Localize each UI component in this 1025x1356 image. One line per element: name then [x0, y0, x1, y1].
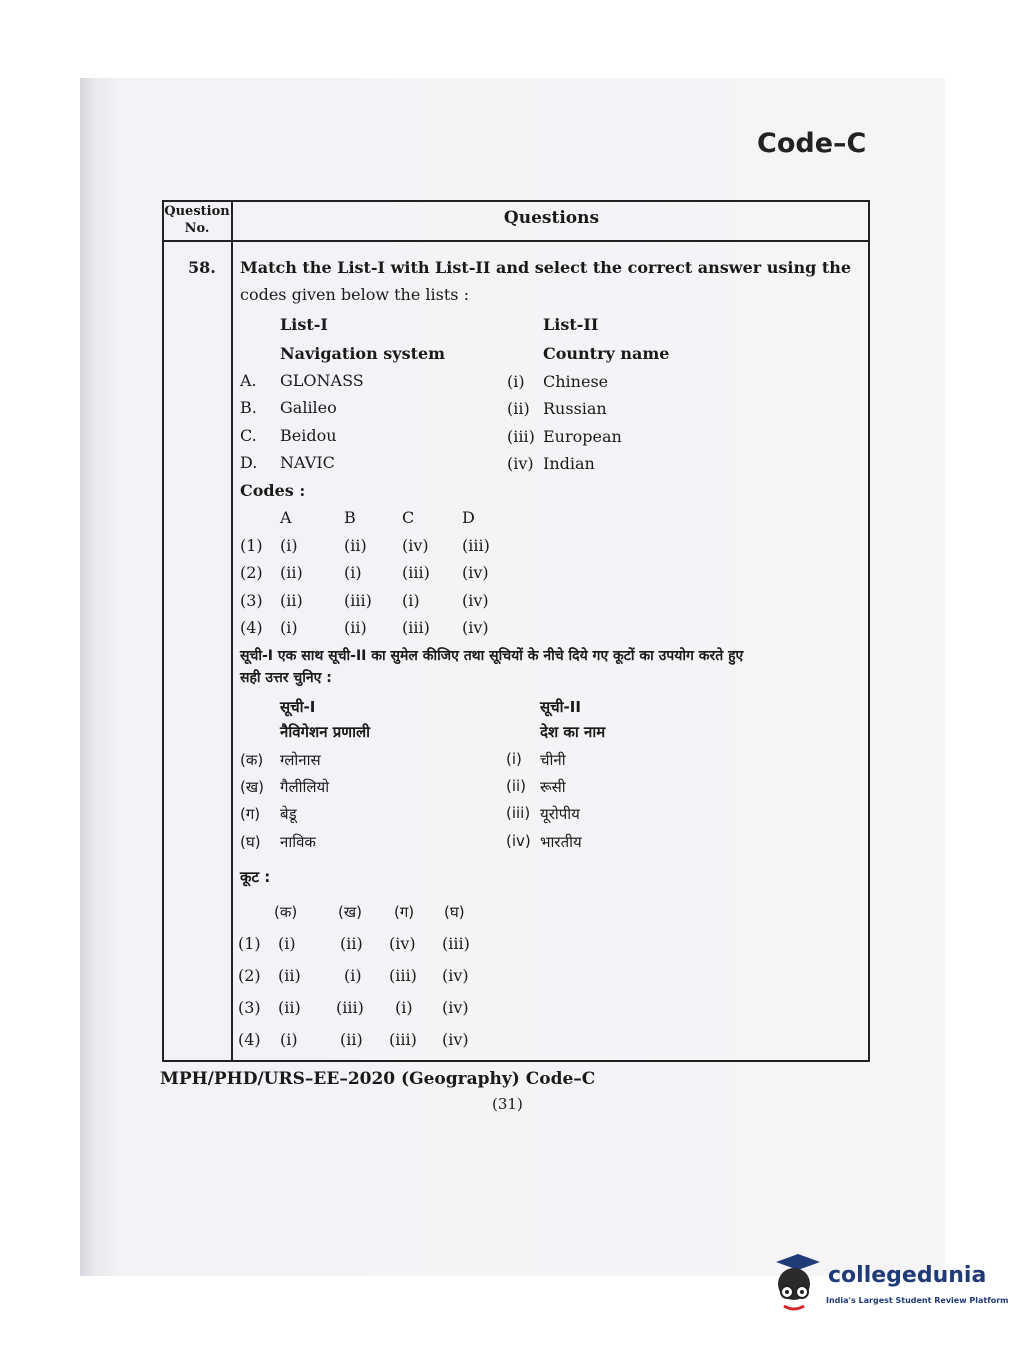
option-value: (i) [280, 536, 298, 555]
hindi-list1-item-key: (क) [240, 751, 264, 769]
option-value: (iii) [402, 563, 430, 582]
code-header: D [462, 508, 475, 527]
hindi-list1-item-key: (ख) [240, 778, 264, 796]
hindi-option-number: (2) [238, 966, 261, 985]
hindi-stem-line1: सूची-I एक साथ सूची-II का सुमेल कीजिए तथा सूचियों के नीचे दिये गए कूटों का उपयोग करते हुए [240, 648, 744, 664]
list2-subtitle: Country name [543, 344, 670, 363]
option-value: (i) [344, 563, 362, 582]
hindi-list1-item-text: ग्लोनास [280, 751, 321, 769]
header-divider [162, 240, 870, 242]
list1-item-key: B. [240, 398, 257, 417]
hindi-option-value: (iii) [389, 966, 417, 985]
logo-name: collegedunia [828, 1263, 987, 1288]
hindi-option-value: (ii) [278, 998, 301, 1017]
codes-label: Codes : [240, 481, 306, 500]
hindi-option-number: (3) [238, 998, 261, 1017]
list2-item-text: Chinese [543, 372, 609, 391]
hindi-option-value: (iii) [389, 1030, 417, 1049]
list1-subtitle: Navigation system [280, 344, 446, 363]
hindi-list2-item-key: (iv) [506, 832, 531, 850]
hindi-option-value: (i) [395, 998, 413, 1017]
hindi-option-value: (iii) [442, 934, 470, 953]
list1-item-text: Galileo [280, 398, 337, 417]
list2-item-key: (i) [507, 372, 525, 391]
hindi-list1-item-text: नाविक [280, 833, 316, 851]
hindi-code-header: (क) [274, 903, 298, 921]
header-questions: Questions [503, 208, 600, 228]
hindi-list1-title: सूची-I [280, 698, 316, 716]
hindi-option-value: (i) [344, 966, 362, 985]
hindi-list2-item-key: (i) [506, 750, 522, 768]
option-number: (3) [240, 591, 263, 610]
page-code: Code–C [757, 128, 867, 159]
option-value: (i) [402, 591, 420, 610]
code-header: B [344, 508, 356, 527]
list2-item-text: Indian [543, 454, 595, 473]
hindi-option-value: (ii) [340, 934, 363, 953]
hindi-codes-label: कूट : [240, 868, 271, 886]
hindi-option-value: (iv) [442, 998, 469, 1017]
hindi-list1-item-text: बेडू [280, 805, 297, 823]
hindi-option-value: (i) [280, 1030, 298, 1049]
hindi-code-header: (ख) [338, 903, 362, 921]
hindi-code-header: (ग) [394, 903, 415, 921]
hindi-list2-item-text: चीनी [540, 751, 566, 769]
hindi-stem-line2: सही उत्तर चुनिए : [240, 670, 332, 686]
list2-item-key: (iv) [507, 454, 534, 473]
question-stem-line2: codes given below the lists : [240, 285, 469, 304]
column-divider [231, 200, 233, 1062]
hindi-list2-item-text: भारतीय [540, 833, 582, 851]
hindi-option-value: (ii) [340, 1030, 363, 1049]
question-table [162, 200, 870, 1062]
hindi-list2-item-key: (ii) [506, 777, 527, 795]
list2-item-text: European [543, 427, 622, 446]
option-value: (ii) [280, 591, 303, 610]
option-value: (ii) [344, 536, 367, 555]
list2-title: List-II [543, 315, 599, 334]
hindi-list2-item-key: (iii) [506, 804, 531, 822]
hindi-option-value: (iv) [389, 934, 416, 953]
option-value: (iv) [462, 563, 489, 582]
list1-item-text: NAVIC [280, 453, 335, 472]
option-value: (i) [280, 618, 298, 637]
option-value: (iii) [462, 536, 490, 555]
option-number: (1) [240, 536, 263, 555]
hindi-option-value: (iii) [336, 998, 364, 1017]
hindi-code-header: (घ) [444, 903, 465, 921]
hindi-list2-item-text: रूसी [540, 778, 566, 796]
hindi-list1-item-text: गैलीलियो [280, 778, 330, 796]
question-stem-line1: Match the List-I with List-II and select the correct answer using the [240, 258, 852, 277]
hindi-option-value: (iv) [442, 966, 469, 985]
list1-item-text: GLONASS [280, 371, 364, 390]
hindi-list2-item-text: यूरोपीय [540, 805, 580, 823]
logo-tagline: India's Largest Student Review Platform [826, 1296, 1009, 1305]
list1-item-key: C. [240, 426, 257, 445]
hindi-option-number: (1) [238, 934, 261, 953]
option-value: (iv) [462, 591, 489, 610]
code-header: C [402, 508, 415, 527]
list1-item-text: Beidou [280, 426, 337, 445]
hindi-list2-subtitle: देश का नाम [540, 723, 606, 741]
footer: MPH/PHD/URS–EE–2020 (Geography) Code–C [160, 1069, 596, 1089]
hindi-list2-title: सूची-II [540, 698, 581, 716]
option-value: (ii) [344, 618, 367, 637]
question-number: 58. [188, 258, 216, 277]
hindi-list1-item-key: (ग) [240, 805, 261, 823]
list2-item-key: (iii) [507, 427, 535, 446]
hindi-option-value: (iv) [442, 1030, 469, 1049]
hindi-option-value: (ii) [278, 966, 301, 985]
list2-item-text: Russian [543, 399, 607, 418]
hindi-list1-subtitle: नैविगेशन प्रणाली [280, 723, 371, 741]
hindi-list1-item-key: (घ) [240, 833, 261, 851]
option-value: (ii) [280, 563, 303, 582]
hindi-option-number: (4) [238, 1030, 261, 1049]
option-value: (iv) [462, 618, 489, 637]
header-question-no: Question No. [164, 204, 230, 236]
list1-item-key: A. [240, 371, 257, 390]
list1-item-key: D. [240, 453, 258, 472]
option-value: (iv) [402, 536, 429, 555]
option-number: (4) [240, 618, 263, 637]
option-value: (iii) [402, 618, 430, 637]
hindi-option-value: (i) [278, 934, 296, 953]
page-number: (31) [492, 1095, 523, 1113]
list2-item-key: (ii) [507, 399, 530, 418]
list1-title: List-I [280, 315, 328, 334]
code-header: A [280, 508, 292, 527]
option-number: (2) [240, 563, 263, 582]
option-value: (iii) [344, 591, 372, 610]
